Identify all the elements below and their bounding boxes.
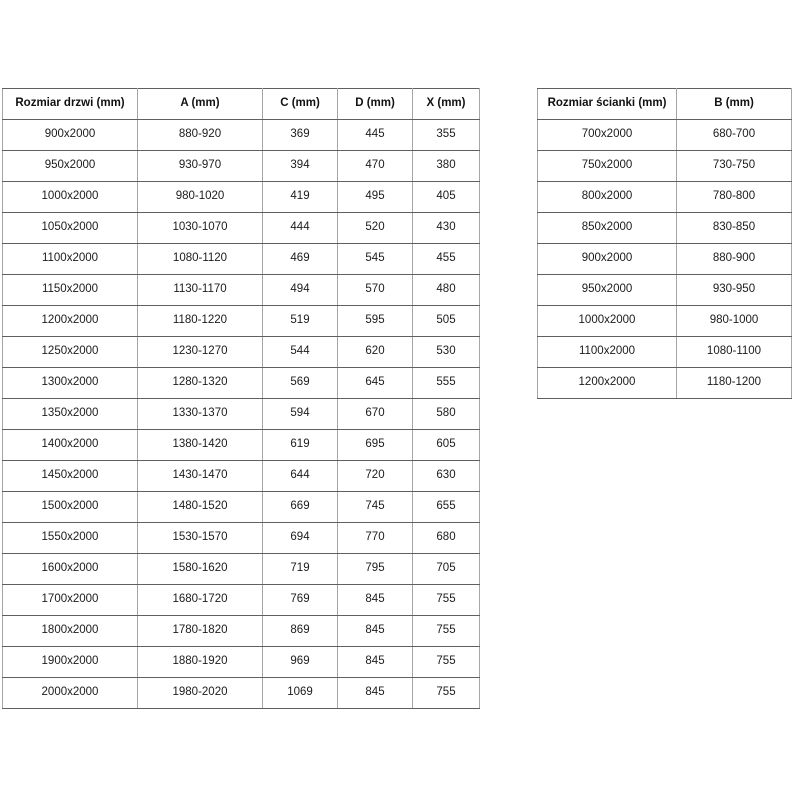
column-header-rozmiar-scianki: Rozmiar ścianki (mm) [538, 89, 677, 120]
table-cell: 669 [263, 492, 338, 523]
table-cell: 1230-1270 [138, 337, 263, 368]
table-cell: 495 [338, 182, 413, 213]
table-cell: 470 [338, 151, 413, 182]
table-cell: 755 [413, 647, 480, 678]
table-cell: 1600x2000 [3, 554, 138, 585]
table-cell: 700x2000 [538, 120, 677, 151]
table-row [538, 182, 792, 213]
table-row [3, 523, 480, 554]
table-cell: 770 [338, 523, 413, 554]
table-cell: 869 [263, 616, 338, 647]
table-cell: 680-700 [677, 120, 792, 151]
table-row [3, 244, 480, 275]
door-sizes-table-header [3, 89, 480, 120]
table-cell: 969 [263, 647, 338, 678]
wall-sizes-table-body [538, 120, 792, 399]
table-cell: 1330-1370 [138, 399, 263, 430]
table-cell: 745 [338, 492, 413, 523]
table-cell: 680 [413, 523, 480, 554]
table-cell: 594 [263, 399, 338, 430]
table-cell: 900x2000 [538, 244, 677, 275]
table-row [538, 151, 792, 182]
wall-sizes-table [537, 88, 792, 399]
table-cell: 695 [338, 430, 413, 461]
table-cell: 555 [413, 368, 480, 399]
table-cell: 750x2000 [538, 151, 677, 182]
table-cell: 845 [338, 585, 413, 616]
table-row [538, 244, 792, 275]
table-cell: 1880-1920 [138, 647, 263, 678]
table-cell: 1069 [263, 678, 338, 709]
table-row [3, 461, 480, 492]
table-cell: 545 [338, 244, 413, 275]
column-header-rozmiar-drzwi: Rozmiar drzwi (mm) [3, 89, 138, 120]
table-row [538, 275, 792, 306]
column-header-x-mm: X (mm) [413, 89, 480, 120]
table-cell: 619 [263, 430, 338, 461]
table-cell: 1200x2000 [538, 368, 677, 399]
table-cell: 1080-1120 [138, 244, 263, 275]
table-cell: 780-800 [677, 182, 792, 213]
table-header-row [538, 89, 792, 120]
table-cell: 520 [338, 213, 413, 244]
table-cell: 755 [413, 585, 480, 616]
table-row [3, 213, 480, 244]
table-cell: 1500x2000 [3, 492, 138, 523]
table-cell: 444 [263, 213, 338, 244]
table-cell: 380 [413, 151, 480, 182]
table-row [3, 275, 480, 306]
table-cell: 1430-1470 [138, 461, 263, 492]
table-cell: 1780-1820 [138, 616, 263, 647]
column-header-d-mm: D (mm) [338, 89, 413, 120]
table-cell: 769 [263, 585, 338, 616]
table-cell: 455 [413, 244, 480, 275]
table-cell: 494 [263, 275, 338, 306]
door-sizes-table [2, 88, 480, 709]
table-cell: 1030-1070 [138, 213, 263, 244]
table-cell: 405 [413, 182, 480, 213]
table-cell: 1050x2000 [3, 213, 138, 244]
table-cell: 755 [413, 616, 480, 647]
table-cell: 720 [338, 461, 413, 492]
table-row [538, 306, 792, 337]
wall-sizes-table-header [538, 89, 792, 120]
table-cell: 620 [338, 337, 413, 368]
table-cell: 1000x2000 [3, 182, 138, 213]
table-cell: 505 [413, 306, 480, 337]
table-cell: 544 [263, 337, 338, 368]
table-cell: 1680-1720 [138, 585, 263, 616]
table-cell: 1480-1520 [138, 492, 263, 523]
table-cell: 1450x2000 [3, 461, 138, 492]
table-cell: 1980-2020 [138, 678, 263, 709]
table-cell: 2000x2000 [3, 678, 138, 709]
table-cell: 1380-1420 [138, 430, 263, 461]
table-cell: 845 [338, 647, 413, 678]
table-cell: 1100x2000 [538, 337, 677, 368]
table-row [538, 213, 792, 244]
table-cell: 755 [413, 678, 480, 709]
table-cell: 670 [338, 399, 413, 430]
table-row [3, 430, 480, 461]
table-cell: 1550x2000 [3, 523, 138, 554]
table-row [3, 337, 480, 368]
table-cell: 469 [263, 244, 338, 275]
table-cell: 355 [413, 120, 480, 151]
table-cell: 645 [338, 368, 413, 399]
table-cell: 570 [338, 275, 413, 306]
table-cell: 430 [413, 213, 480, 244]
table-row [3, 368, 480, 399]
table-cell: 980-1020 [138, 182, 263, 213]
table-cell: 1280-1320 [138, 368, 263, 399]
table-row [538, 120, 792, 151]
table-cell: 1200x2000 [3, 306, 138, 337]
table-cell: 1530-1570 [138, 523, 263, 554]
table-cell: 694 [263, 523, 338, 554]
table-cell: 1800x2000 [3, 616, 138, 647]
table-cell: 1580-1620 [138, 554, 263, 585]
table-row [3, 678, 480, 709]
table-cell: 1180-1220 [138, 306, 263, 337]
table-row [3, 306, 480, 337]
table-cell: 605 [413, 430, 480, 461]
table-cell: 850x2000 [538, 213, 677, 244]
table-cell: 930-970 [138, 151, 263, 182]
table-row [3, 492, 480, 523]
table-cell: 1000x2000 [538, 306, 677, 337]
table-cell: 1700x2000 [3, 585, 138, 616]
table-cell: 950x2000 [3, 151, 138, 182]
table-cell: 644 [263, 461, 338, 492]
table-cell: 394 [263, 151, 338, 182]
table-cell: 1150x2000 [3, 275, 138, 306]
table-cell: 950x2000 [538, 275, 677, 306]
table-cell: 530 [413, 337, 480, 368]
table-row [3, 120, 480, 151]
table-cell: 1130-1170 [138, 275, 263, 306]
door-sizes-table-body [3, 120, 480, 709]
table-cell: 419 [263, 182, 338, 213]
table-cell: 1100x2000 [3, 244, 138, 275]
table-cell: 1400x2000 [3, 430, 138, 461]
column-header-a-mm: A (mm) [138, 89, 263, 120]
table-cell: 705 [413, 554, 480, 585]
table-cell: 1900x2000 [3, 647, 138, 678]
table-row [3, 554, 480, 585]
table-cell: 845 [338, 678, 413, 709]
table-cell: 569 [263, 368, 338, 399]
table-cell: 519 [263, 306, 338, 337]
table-row [538, 337, 792, 368]
table-cell: 930-950 [677, 275, 792, 306]
table-row [3, 585, 480, 616]
table-cell: 980-1000 [677, 306, 792, 337]
table-cell: 369 [263, 120, 338, 151]
table-cell: 595 [338, 306, 413, 337]
column-header-b-mm: B (mm) [677, 89, 792, 120]
table-cell: 800x2000 [538, 182, 677, 213]
table-cell: 730-750 [677, 151, 792, 182]
table-cell: 1250x2000 [3, 337, 138, 368]
column-header-c-mm: C (mm) [263, 89, 338, 120]
table-row [3, 399, 480, 430]
table-cell: 580 [413, 399, 480, 430]
table-cell: 1080-1100 [677, 337, 792, 368]
table-cell: 1300x2000 [3, 368, 138, 399]
table-cell: 445 [338, 120, 413, 151]
table-row [3, 182, 480, 213]
table-cell: 795 [338, 554, 413, 585]
table-cell: 880-920 [138, 120, 263, 151]
table-cell: 845 [338, 616, 413, 647]
table-cell: 655 [413, 492, 480, 523]
table-cell: 1180-1200 [677, 368, 792, 399]
table-cell: 830-850 [677, 213, 792, 244]
table-cell: 880-900 [677, 244, 792, 275]
table-row [3, 647, 480, 678]
table-header-row [3, 89, 480, 120]
table-row [538, 368, 792, 399]
table-cell: 900x2000 [3, 120, 138, 151]
table-cell: 630 [413, 461, 480, 492]
table-cell: 1350x2000 [3, 399, 138, 430]
table-cell: 719 [263, 554, 338, 585]
table-cell: 480 [413, 275, 480, 306]
table-row [3, 151, 480, 182]
table-row [3, 616, 480, 647]
